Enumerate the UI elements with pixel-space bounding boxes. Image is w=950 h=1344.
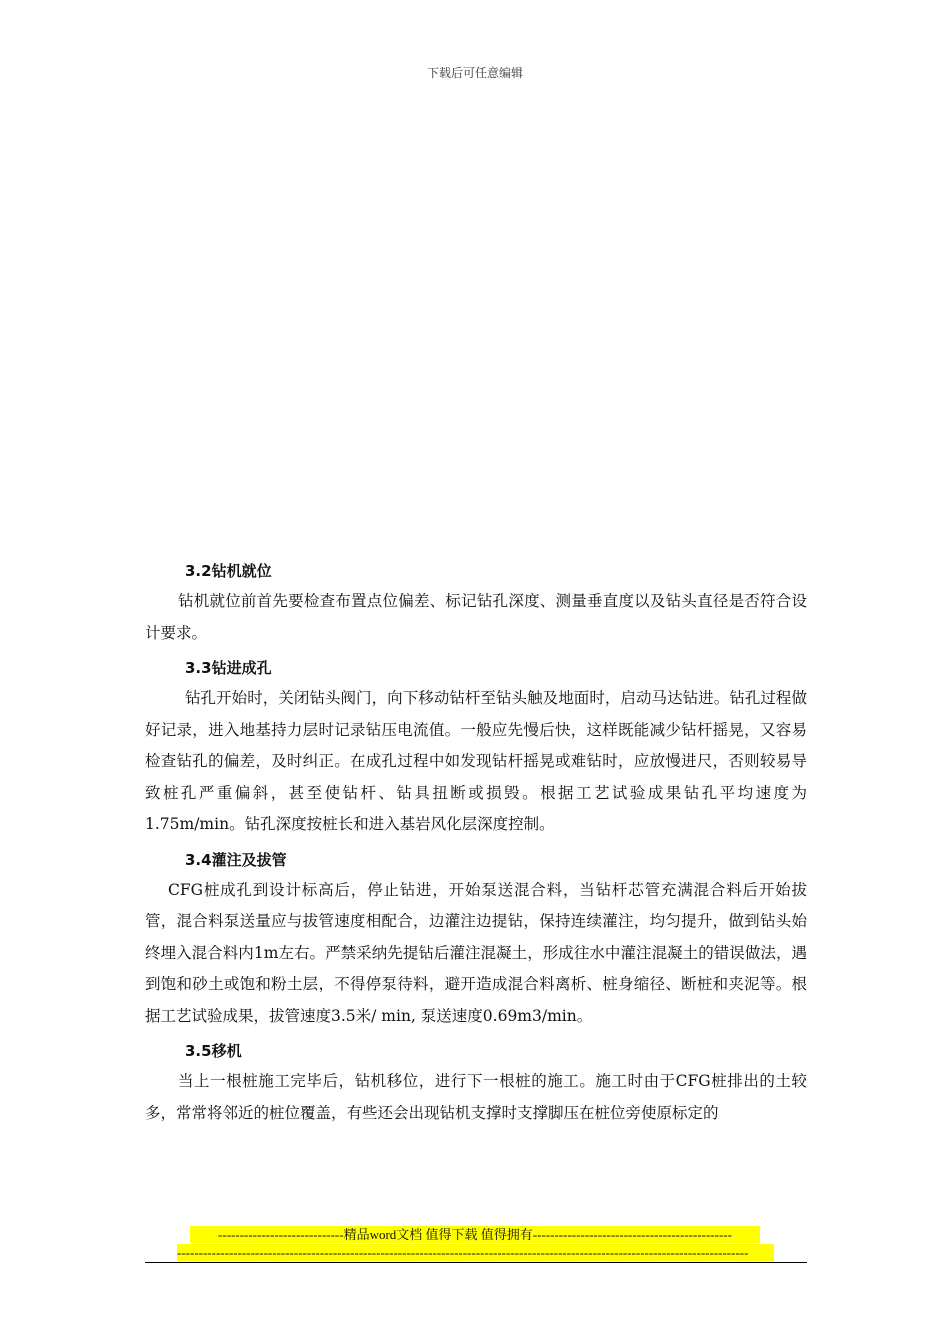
section-paragraph-3-5: 当上一根桩施工完毕后，钻机移位，进行下一根桩的施工。施工时由于CFG桩排出的土较多，常常将邻近的桩位覆盖，有些还会出现钻机支撑时支撑脚压在桩位旁使原标定的	[145, 1072, 807, 1122]
section-paragraph-3-3: 钻孔开始时，关闭钻头阀门，向下移动钻杆至钻头触及地面时，启动马达钻进。钻孔过程做好记录，进入地基持力层时记录钻压电流值。一般应先慢后快，这样既能减少钻杆摇晃，又容易检查钻孔的偏差，及时纠正。在成孔过程中如发现钻杆摇晃或难钻时，应放慢进尺，否则较易导致桩孔严重偏斜，甚至使钻杆、钻具扭断或损毁。根据工艺试验成果钻孔平均速度为1.75m/min。钻孔深度按桩长和进入基岩风化层深度控制。	[145, 689, 807, 833]
section-paragraph-3-2: 钻机就位前首先要检查布置点位偏差、标记钻孔深度、测量垂直度以及钻头直径是否符合设计要求。	[145, 592, 807, 642]
footer-banner-line: -----------------------------精品word文档 值得下载 值得拥有----------------------------------------------	[190, 1226, 760, 1243]
section-heading-3-5: 3.5移机	[185, 1042, 242, 1060]
page-header: 下载后可任意编辑	[426, 66, 523, 80]
footer-dash-line: ------------------------------------------------------------------------------------------------------------------------------------	[177, 1244, 774, 1261]
section-heading-3-3: 3.3钻进成孔	[185, 659, 272, 677]
document-body	[145, 556, 807, 1133]
footer-divider	[145, 1262, 807, 1263]
section-heading-3-2: 3.2钻机就位	[185, 562, 272, 580]
section-paragraph-3-4: CFG桩成孔到设计标高后，停止钻进，开始泵送混合料，当钻杆芯管充满混合料后开始拔管，混合料泵送量应与拔管速度相配合，边灌注边提钻，保持连续灌注，均匀提升，做到钻头始终埋入混合料内1m左右。严禁采纳先提钻后灌注混凝土，形成往水中灌注混凝土的错误做法，遇到饱和砂土或饱和粉土层，不得停泵待料，避开造成混合料离析、桩身缩径、断桩和夹泥等。根据工艺试验成果，拔管速度3.5米/ min, 泵送速度0.69m3/min。	[145, 880, 807, 1025]
section-heading-3-4: 3.4灌注及拔管	[185, 850, 287, 869]
